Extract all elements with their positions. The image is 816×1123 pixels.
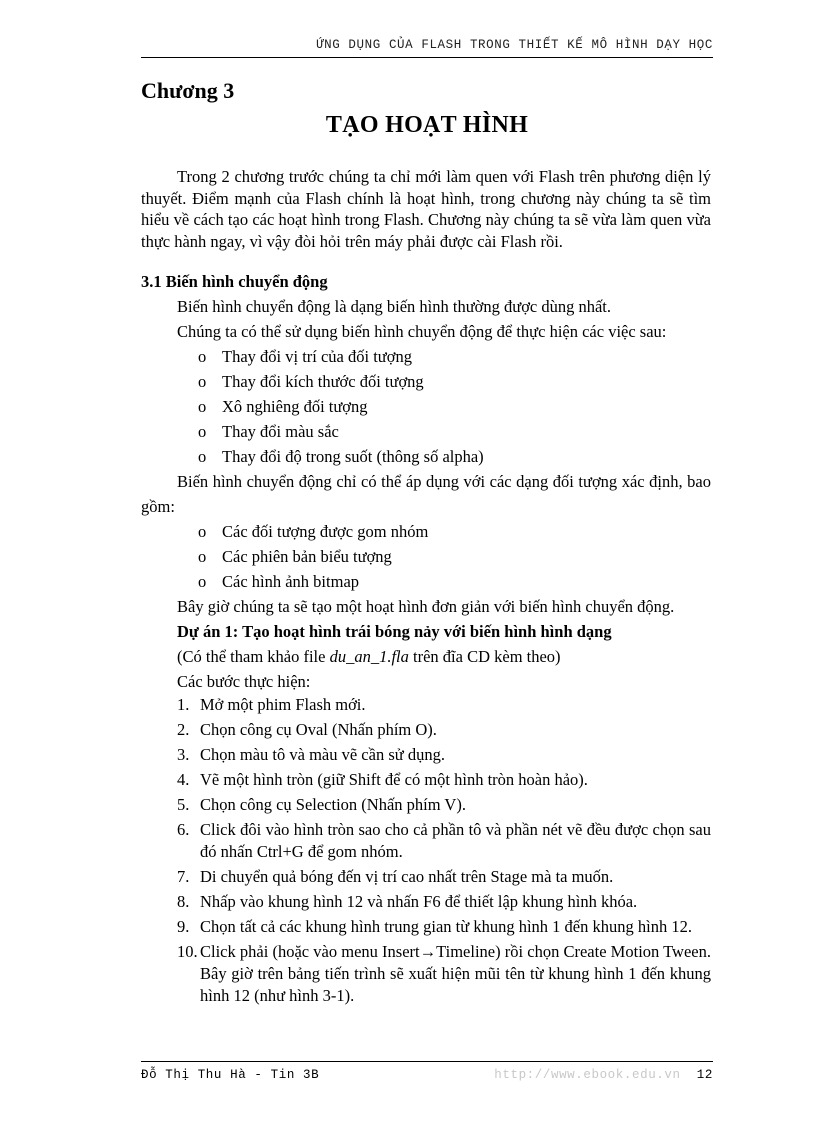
steps-label: Các bước thực hiện: bbox=[177, 672, 311, 691]
list-item-text: Thay đổi vị trí của đối tượng bbox=[222, 347, 412, 366]
object-types-list bbox=[141, 519, 711, 594]
step-item bbox=[177, 866, 711, 888]
list-item-text: Thay đổi kích thước đối tượng bbox=[222, 372, 424, 391]
list-item bbox=[198, 544, 711, 569]
circle-bullet-icon: o bbox=[198, 372, 207, 391]
step-text: Di chuyển quả bóng đến vị trí cao nhất trên Stage mà ta muốn. bbox=[200, 867, 614, 886]
list-item-text: Thay đổi màu sắc bbox=[222, 422, 339, 441]
step-number: 2. bbox=[177, 720, 190, 739]
circle-bullet-icon: o bbox=[198, 547, 207, 566]
step-item bbox=[177, 719, 711, 741]
footer-author: Đỗ Thị Thu Hà - Tin 3B bbox=[141, 1068, 320, 1082]
circle-bullet-icon: o bbox=[198, 572, 207, 591]
reference-prefix: (Có thể tham khảo file bbox=[177, 647, 330, 666]
step-number: 10. bbox=[177, 942, 198, 961]
step-number: 6. bbox=[177, 820, 190, 839]
chapter-label: Chương 3 bbox=[141, 78, 235, 103]
step-number: 8. bbox=[177, 892, 190, 911]
list-item bbox=[198, 344, 711, 369]
list-item-text: Các phiên bản biểu tượng bbox=[222, 547, 392, 566]
step-item bbox=[177, 916, 711, 938]
step-item bbox=[177, 819, 711, 863]
circle-bullet-icon: o bbox=[198, 447, 207, 466]
project-title: Dự án 1: Tạo hoạt hình trái bóng nảy với biến hình hình dạng bbox=[177, 622, 612, 641]
list-item bbox=[198, 519, 711, 544]
list-item bbox=[198, 419, 711, 444]
list-item bbox=[198, 369, 711, 394]
reference-suffix: trên đĩa CD kèm theo) bbox=[408, 647, 561, 666]
list-item-text: Xô nghiêng đối tượng bbox=[222, 397, 368, 416]
step-item bbox=[177, 769, 711, 791]
circle-bullet-icon: o bbox=[198, 422, 207, 441]
paragraph-object-types: Biến hình chuyển động chỉ có thể áp dụng với các dạng đối tượng xác định, bao gồm: bbox=[141, 472, 711, 516]
steps-list bbox=[141, 694, 711, 1007]
step-text: Nhấp vào khung hình 12 và nhấn F6 để thiết lập khung hình khóa. bbox=[200, 892, 638, 911]
step-text: Chọn công cụ Selection (Nhấn phím V). bbox=[200, 795, 466, 814]
step-text: Click đôi vào hình tròn sao cho cả phần tô và phần nét vẽ đều được chọn sau đó nhấn Ctrl+G để gom nhóm. bbox=[200, 820, 711, 861]
running-header: ỨNG DỤNG CỦA FLASH TRONG THIẾT KẾ MÔ HÌNH DẠY HỌC bbox=[316, 38, 713, 52]
uses-list bbox=[141, 344, 711, 469]
paragraph-uses-intro: Chúng ta có thể sử dụng biến hình chuyển động để thực hiện các việc sau: bbox=[177, 322, 667, 341]
reference-filename: du_an_1.fla bbox=[329, 647, 409, 666]
page-number: 12 bbox=[696, 1068, 713, 1082]
step-item bbox=[177, 941, 711, 1007]
step-text: Chọn công cụ Oval (Nhấn phím O). bbox=[200, 720, 437, 739]
list-item-text: Các đối tượng được gom nhóm bbox=[222, 522, 429, 541]
list-item bbox=[198, 569, 711, 594]
step-text: Click phải (hoặc vào menu Insert→Timeline) rồi chọn Create Motion Tween. Bây giờ trên bảng tiến trình sẽ xuất hiện mũi tên từ khung hình 1 đến khung hình 12 (như hình 3-1). bbox=[200, 942, 711, 1005]
circle-bullet-icon: o bbox=[198, 397, 207, 416]
step-number: 5. bbox=[177, 795, 190, 814]
footer-divider bbox=[141, 1061, 713, 1062]
step-number: 9. bbox=[177, 917, 190, 936]
step-item bbox=[177, 744, 711, 766]
footer-right bbox=[494, 1068, 713, 1082]
chapter-title: TẠO HOẠT HÌNH bbox=[325, 112, 529, 138]
paragraph-definition: Biến hình chuyển động là dạng biến hình thường được dùng nhất. bbox=[177, 297, 612, 316]
step-text: Chọn tất cả các khung hình trung gian từ khung hình 1 đến khung hình 12. bbox=[200, 917, 692, 936]
paragraph-transition: Bây giờ chúng ta sẽ tạo một hoạt hình đơn giản với biến hình chuyển động. bbox=[177, 597, 675, 616]
step-number: 4. bbox=[177, 770, 190, 789]
step-text: Mở một phim Flash mới. bbox=[200, 695, 366, 714]
step-item bbox=[177, 794, 711, 816]
step-number: 1. bbox=[177, 695, 190, 714]
header-divider bbox=[141, 57, 713, 58]
step-number: 3. bbox=[177, 745, 190, 764]
intro-paragraph: Trong 2 chương trước chúng ta chỉ mới làm quen với Flash trên phương diện lý thuyết. Điểm mạnh của Flash chính là hoạt hình, trong chương này chúng ta sẽ tìm hiểu về cách tạo các hoạt hình trong Flash. Chương này chúng ta sẽ vừa làm quen vừa thực hành ngay, vì vậy đòi hỏi trên máy phải được cài Flash rồi. bbox=[141, 167, 711, 251]
circle-bullet-icon: o bbox=[198, 522, 207, 541]
step-item bbox=[177, 891, 711, 913]
list-item bbox=[198, 444, 711, 469]
page-body bbox=[141, 166, 711, 1010]
list-item-text: Các hình ảnh bitmap bbox=[222, 572, 360, 591]
step-item bbox=[177, 694, 711, 716]
list-item bbox=[198, 394, 711, 419]
project-reference bbox=[177, 644, 711, 669]
list-item-text: Thay đổi độ trong suốt (thông số alpha) bbox=[222, 447, 484, 466]
section-heading: 3.1 Biến hình chuyển động bbox=[141, 272, 328, 291]
footer-url-link[interactable]: http://www.ebook.edu.vn bbox=[494, 1068, 681, 1082]
step-text: Chọn màu tô và màu vẽ cần sử dụng. bbox=[200, 745, 445, 764]
step-number: 7. bbox=[177, 867, 190, 886]
circle-bullet-icon: o bbox=[198, 347, 207, 366]
step-text: Vẽ một hình tròn (giữ Shift để có một hình tròn hoàn hảo). bbox=[200, 770, 588, 789]
